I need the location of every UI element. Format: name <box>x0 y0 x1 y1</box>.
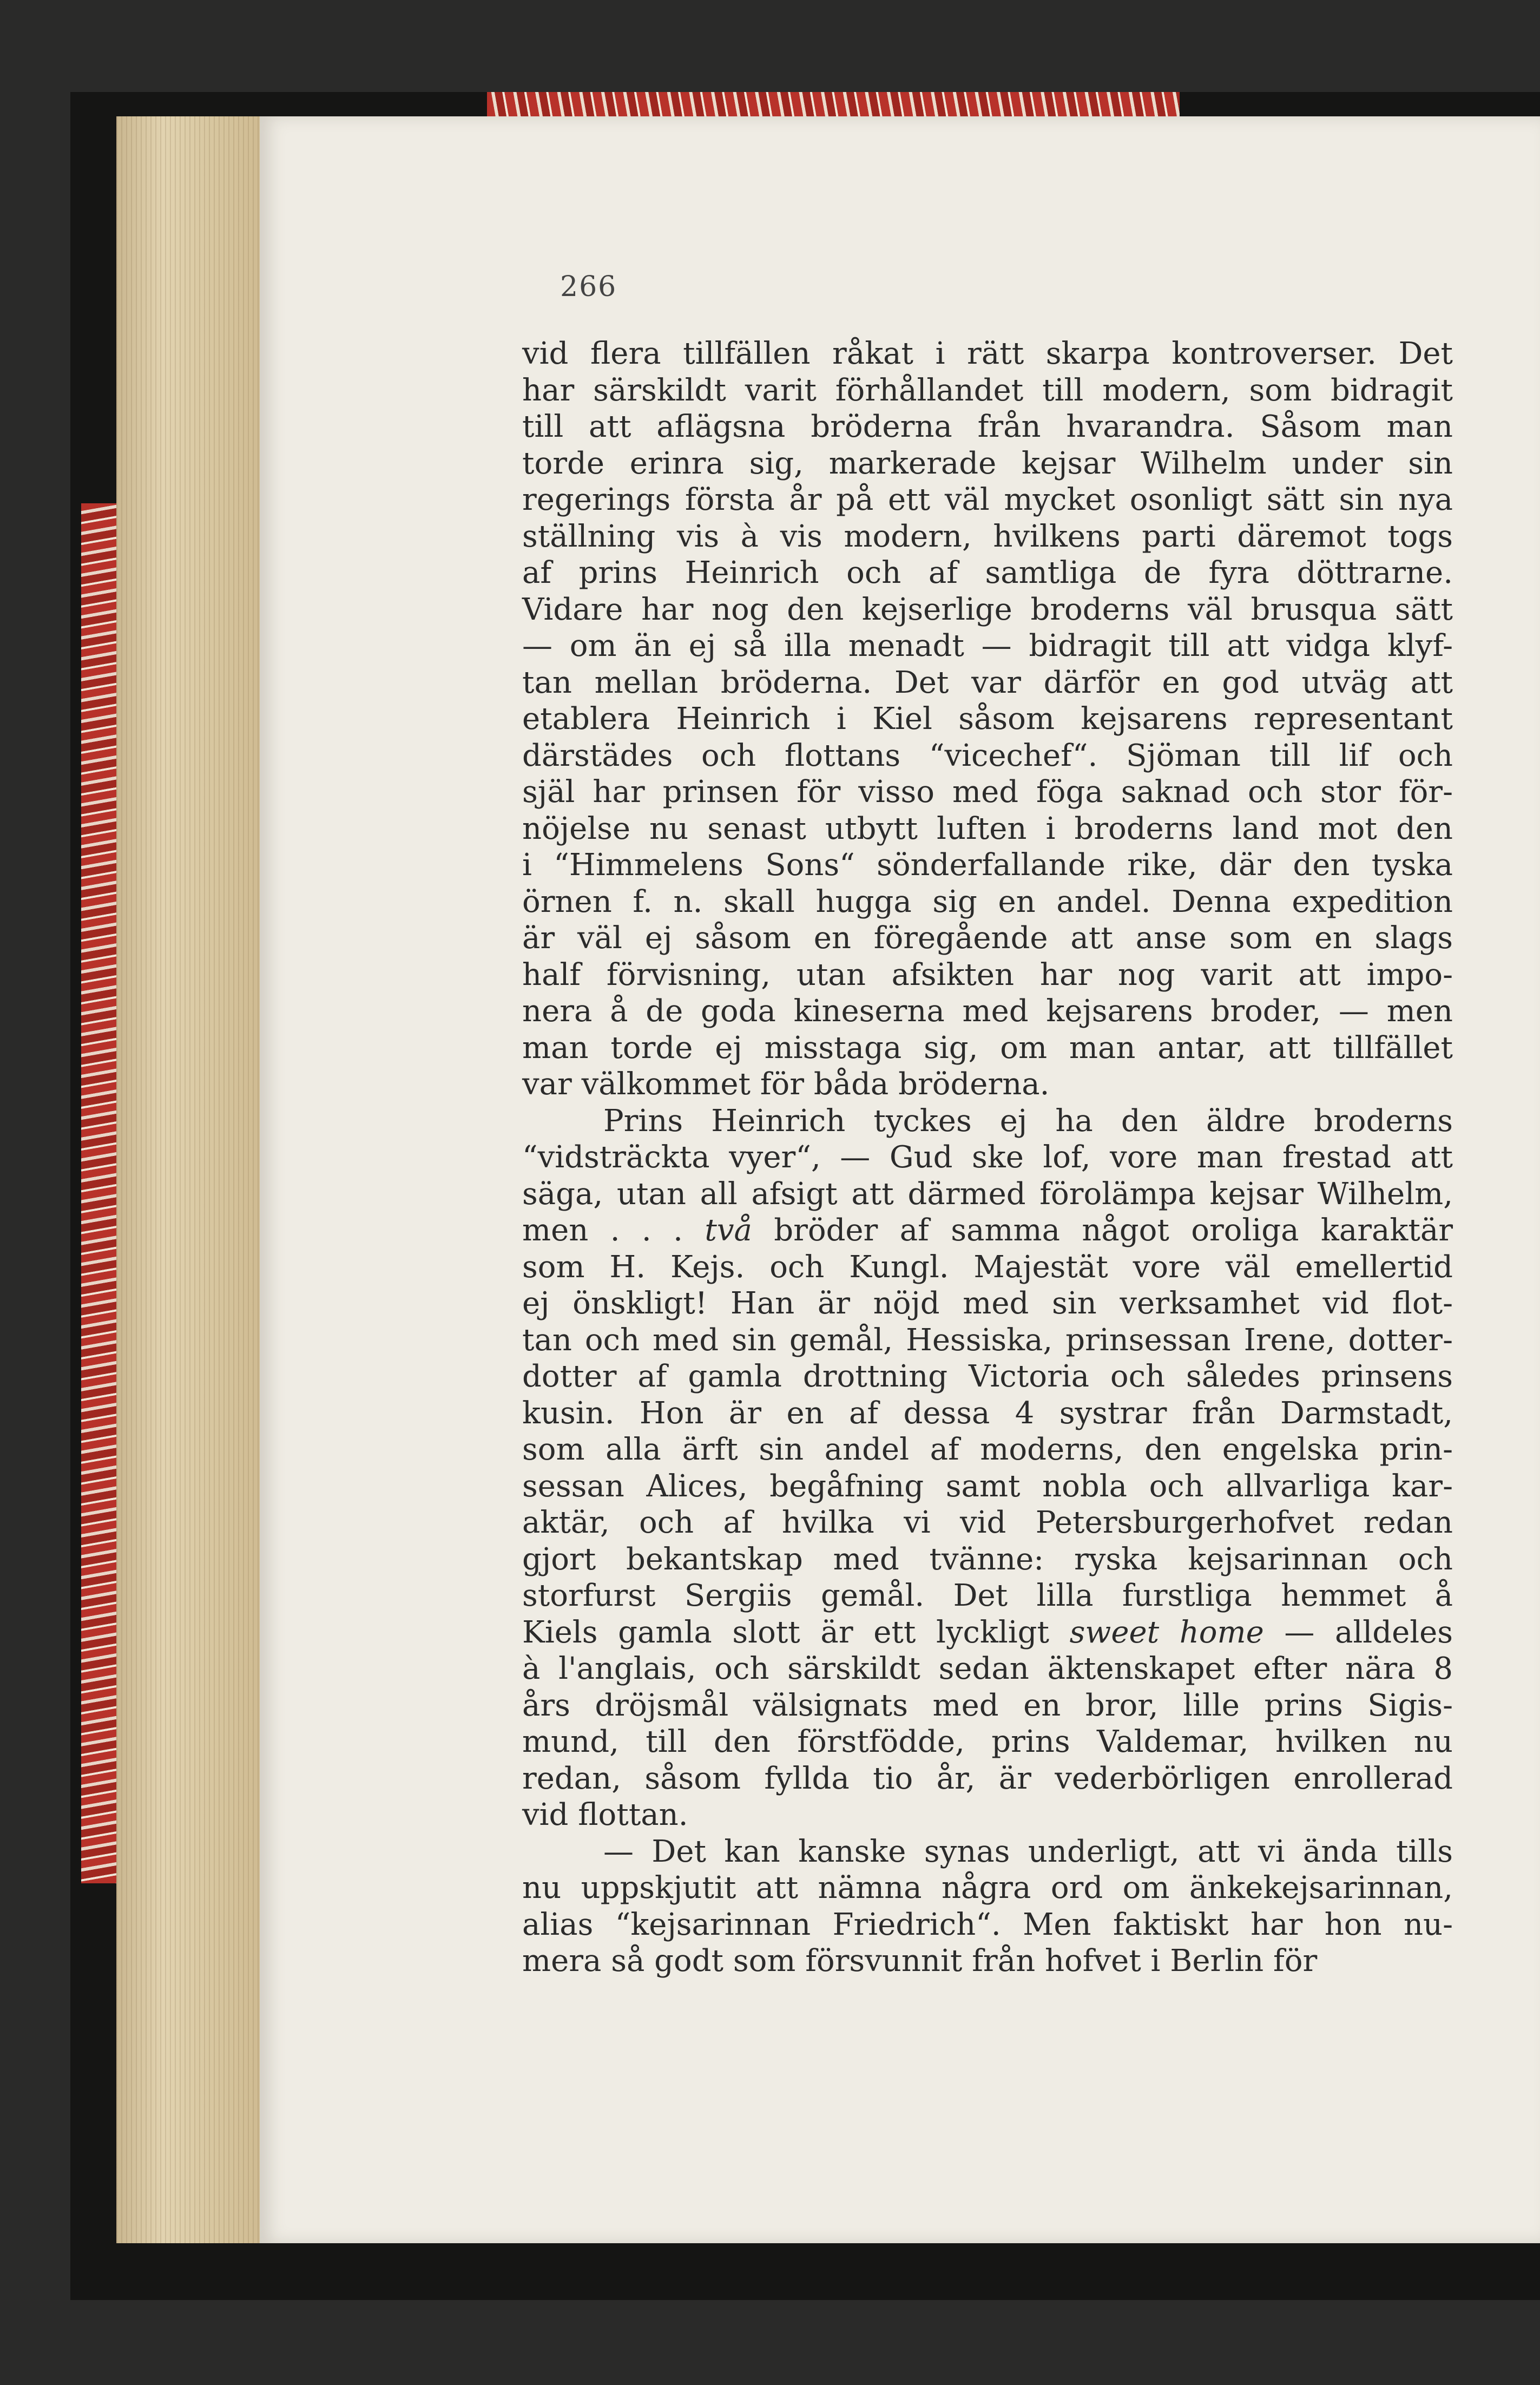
text-line: som alla ärft sin andel af moderns, den engelska prin- <box>522 1432 1453 1467</box>
body-text <box>522 336 1453 1980</box>
text-line: half förvisning, utan afsikten har nog varit att impo- <box>522 957 1453 993</box>
text-line: Kiels gamla slott är ett lyckligt sweet home — alldeles <box>522 1614 1453 1650</box>
text-line: alias “kejsarinnan Friedrich“. Men faktiskt har hon nu- <box>522 1907 1453 1942</box>
text-line: vid flottan. <box>522 1797 688 1832</box>
text-line: tan mellan bröderna. Det var därför en god utväg att <box>522 665 1453 700</box>
text-line: torde erinra sig, markerade kejsar Wilhelm under sin <box>522 445 1453 481</box>
text-line: ställning vis à vis modern, hvilkens parti däremot togs <box>522 518 1453 554</box>
text-line: mund, till den förstfödde, prins Valdemar, hvilken nu <box>522 1724 1453 1759</box>
text-line: i “Himmelens Sons“ sönderfallande rike, där den tyska <box>522 847 1453 883</box>
text-line: à l'anglais, och särskildt sedan äktenskapet efter nära 8 <box>522 1651 1453 1686</box>
text-line: gjort bekantskap med tvänne: ryska kejsarinnan och <box>522 1541 1453 1577</box>
text-line: nöjelse nu senast utbytt luften i broderns land mot den <box>522 811 1453 846</box>
text-line: till att aflägsna bröderna från hvarandra. Såsom man <box>522 409 1453 444</box>
text-line: af prins Heinrich och af samtliga de fyra döttrarne. <box>522 555 1453 590</box>
text-line: vid flera tillfällen råkat i rätt skarpa kontroverser. Det <box>522 336 1453 371</box>
text-line: regerings första år på ett väl mycket osonligt sätt sin nya <box>522 482 1453 517</box>
text-line: själ har prinsen för visso med föga saknad och stor för- <box>522 774 1453 810</box>
page-block-edge <box>116 116 273 2243</box>
text-line: har särskildt varit förhållandet till modern, som bidragit <box>522 372 1453 408</box>
text-line: ej önskligt! Han är nöjd med sin verksamhet vid flot- <box>522 1286 1453 1321</box>
text-line: var välkommet för båda bröderna. <box>522 1067 1050 1102</box>
text-line: — om än ej så illa menadt — bidragit till att vidga klyf- <box>522 628 1453 663</box>
text-line: tan och med sin gemål, Hessiska, prinsessan Irene, dotter- <box>522 1322 1453 1358</box>
text-line: Prins Heinrich tyckes ej ha den äldre broderns <box>603 1103 1453 1139</box>
text-line: kusin. Hon är en af dessa 4 systrar från Darmstadt, <box>522 1395 1453 1431</box>
marbled-edge-left <box>81 503 122 1883</box>
text-line: Vidare har nog den kejserlige broderns väl brusqua sätt <box>522 592 1453 627</box>
text-line: dotter af gamla drottning Victoria och således prinsens <box>522 1359 1453 1394</box>
text-line: nera å de goda kineserna med kejsarens broder, — men <box>522 994 1453 1029</box>
text-line: är väl ej såsom en föregående att anse som en slags <box>522 921 1453 956</box>
text-line: som H. Kejs. och Kungl. Majestät vore väl emellertid <box>522 1249 1453 1285</box>
text-line: storfurst Sergiis gemål. Det lilla furstliga hemmet å <box>522 1578 1453 1613</box>
text-line: — Det kan kanske synas underligt, att vi ända tills <box>603 1834 1453 1869</box>
text-line: örnen f. n. skall hugga sig en andel. Denna expedition <box>522 884 1453 919</box>
text-line: “vidsträckta vyer“, — Gud ske lof, vore man frestad att <box>522 1140 1453 1175</box>
text-line: därstädes och flottans “vicechef“. Sjöman till lif och <box>522 738 1453 773</box>
text-line: säga, utan all afsigt att därmed förolämpa kejsar Wilhelm, <box>522 1176 1453 1212</box>
text-line: men . . . två bröder af samma något oroliga karaktär <box>522 1213 1453 1248</box>
page-number: 266 <box>560 271 617 303</box>
marbled-edge-top <box>487 92 1180 118</box>
text-line: års dröjsmål välsignats med en bror, lille prins Sigis- <box>522 1687 1453 1723</box>
text-line: etablera Heinrich i Kiel såsom kejsarens representant <box>522 701 1453 737</box>
text-line: aktär, och af hvilka vi vid Petersburgerhofvet redan <box>522 1505 1453 1540</box>
text-line: redan, såsom fyllda tio år, är vederbörligen enrollerad <box>522 1760 1453 1796</box>
text-line: man torde ej misstaga sig, om man antar, att tillfället <box>522 1030 1453 1066</box>
text-line: mera så godt som försvunnit från hofvet i Berlin för <box>522 1943 1318 1979</box>
text-line: nu uppskjutit att nämna några ord om änkekejsarinnan, <box>522 1870 1453 1906</box>
text-line: sessan Alices, begåfning samt nobla och allvarliga kar- <box>522 1468 1453 1504</box>
